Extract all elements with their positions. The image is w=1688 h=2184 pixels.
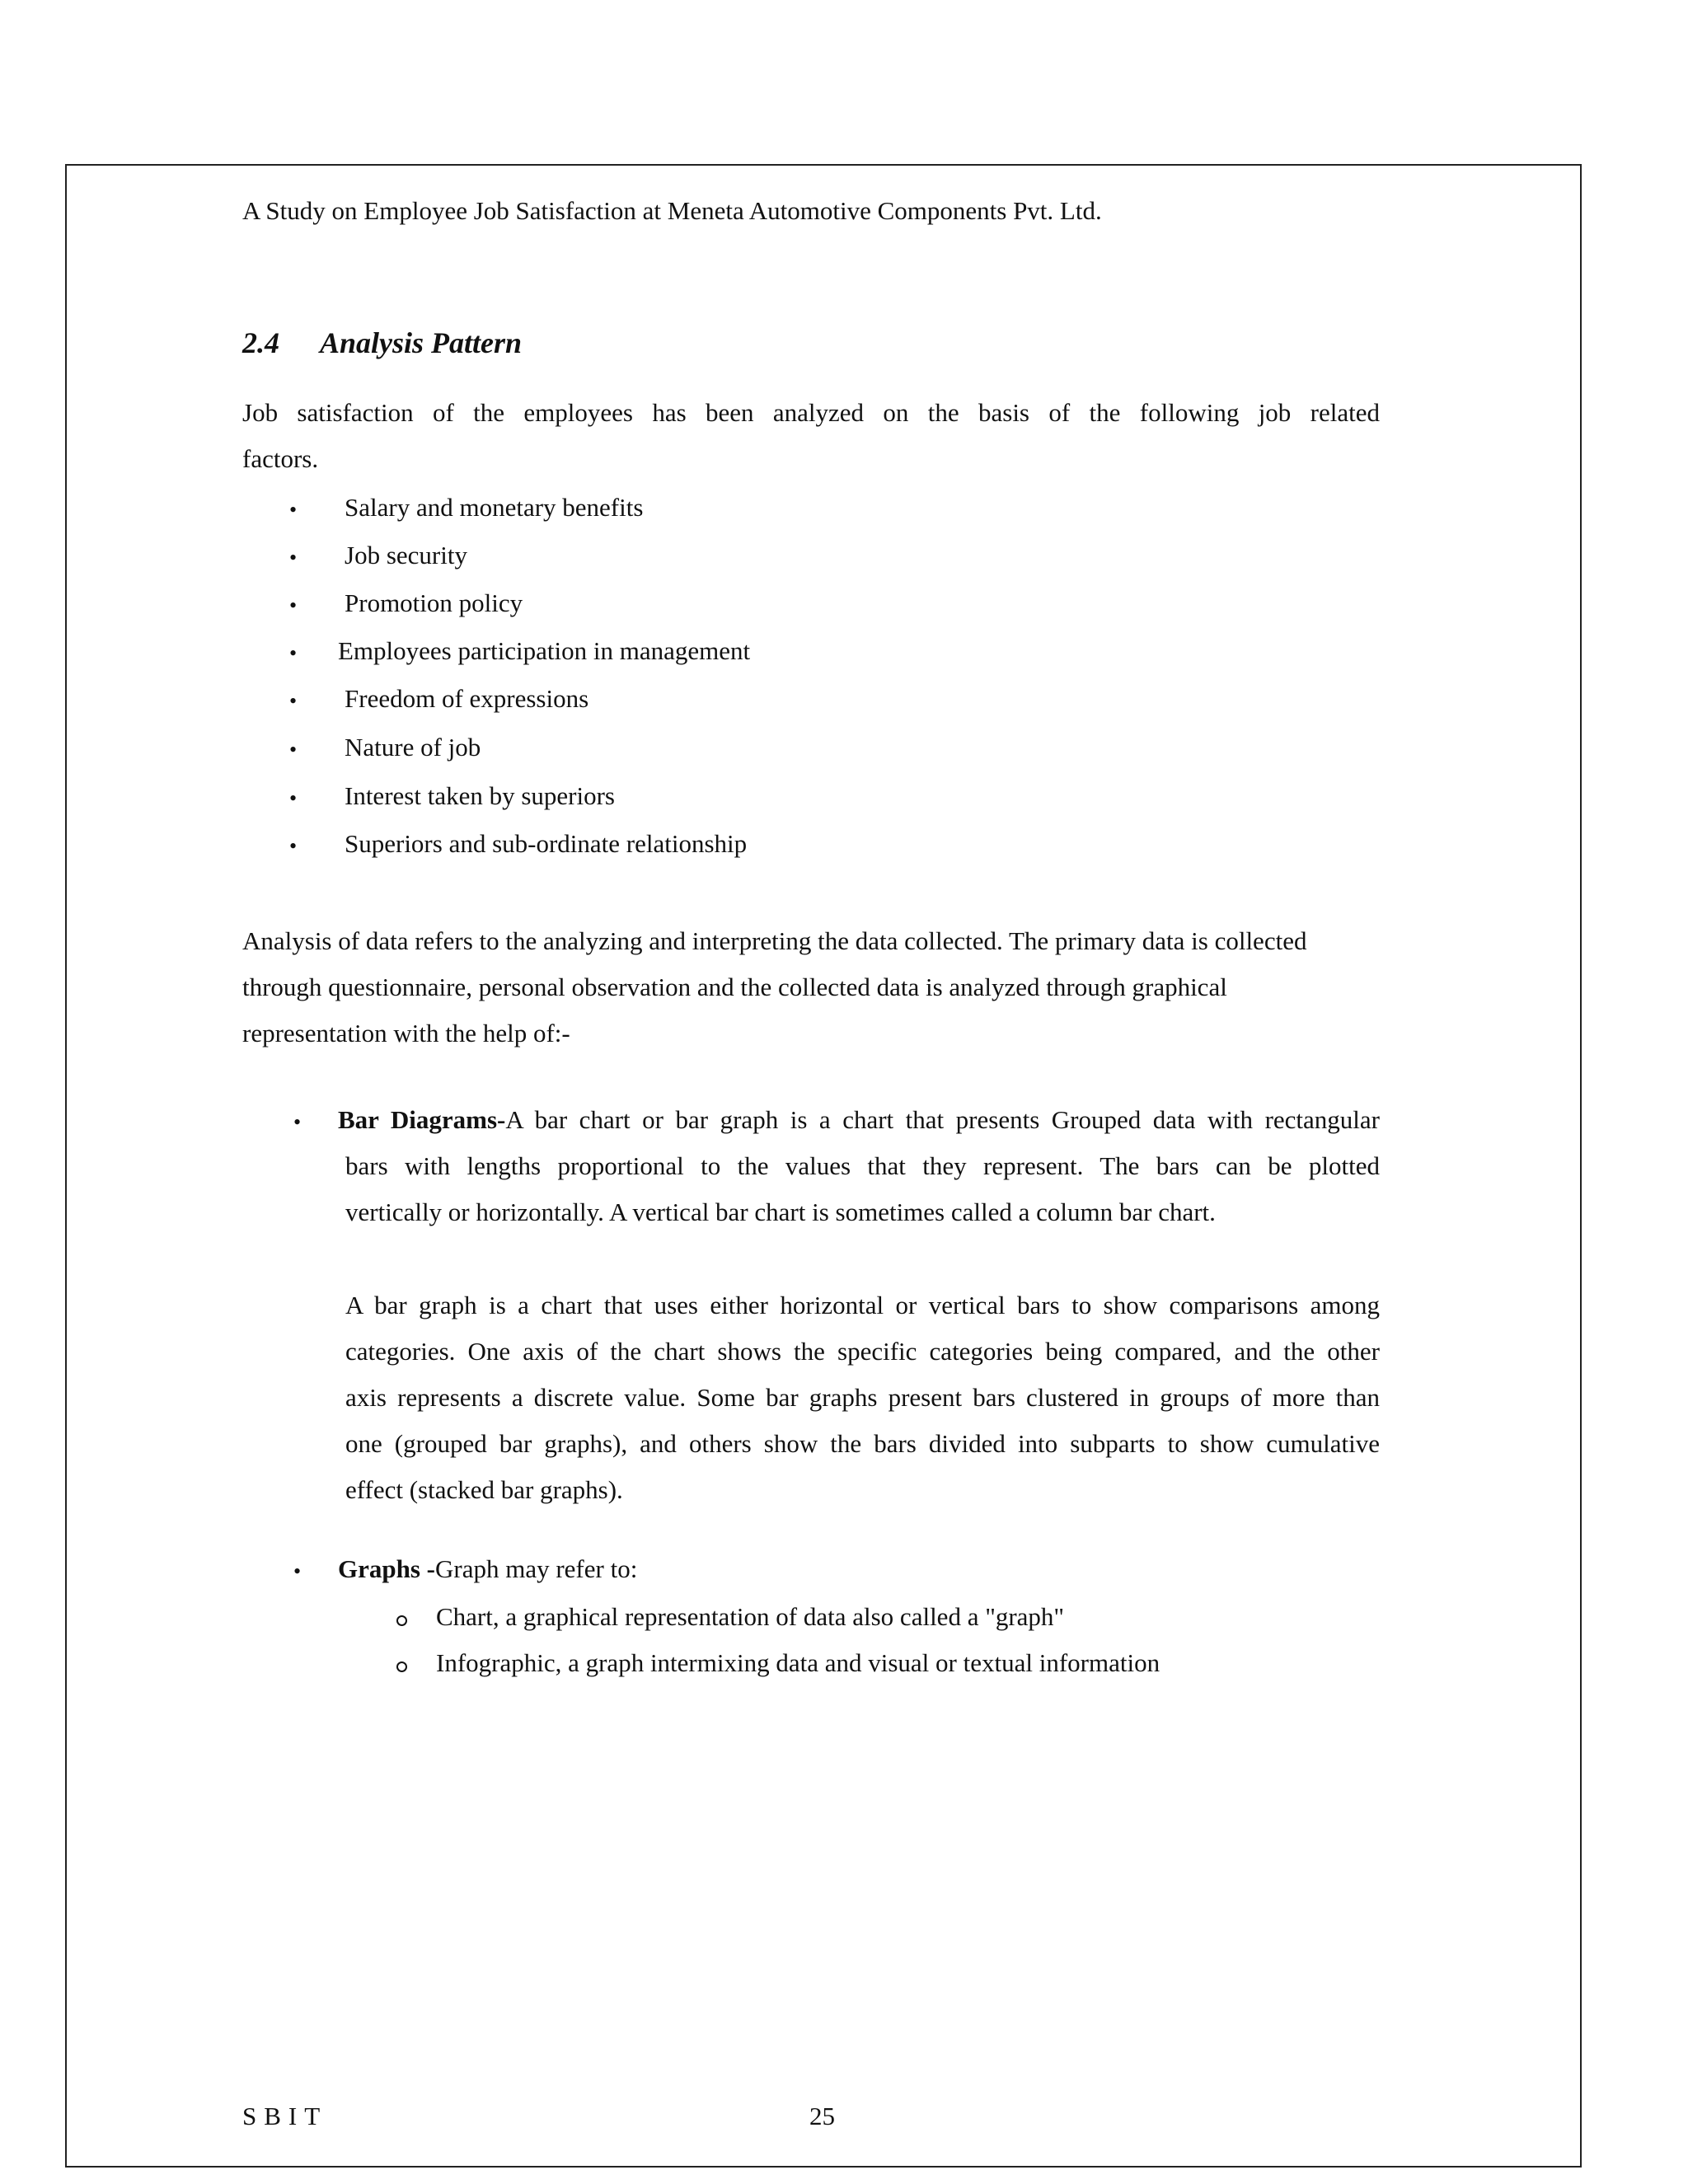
- running-header: A Study on Employee Job Satisfaction at Meneta Automotive Components Pvt. Ltd.: [242, 196, 1102, 225]
- bar-diagrams-text: A bar chart or bar graph is a chart that presents Grouped data with rectangular: [505, 1105, 1380, 1134]
- analysis-line: representation with the help of:-: [242, 1019, 570, 1047]
- intro-line: factors.: [242, 444, 319, 473]
- section-title: Analysis Pattern: [320, 326, 523, 359]
- bullet-icon: •: [289, 498, 298, 522]
- bar-graph-line: A bar graph is a chart that uses either horizontal or vertical bars to show comparisons among: [345, 1291, 1380, 1319]
- graphs-line: [338, 1556, 637, 1582]
- bar-graph-line: one (grouped bar graphs), and others show the bars divided into subparts to show cumulative: [345, 1429, 1380, 1458]
- bar-graph-line: axis represents a discrete value. Some bar graphs present bars clustered in groups of more than: [345, 1383, 1380, 1412]
- circle-bullet-icon: [396, 1661, 407, 1672]
- intro-line: Job satisfaction of the employees has been analyzed on the basis of the following job related: [242, 398, 1380, 427]
- list-item: Interest taken by superiors: [345, 781, 615, 810]
- list-item: Employees participation in management: [338, 636, 751, 665]
- list-item: Freedom of expressions: [345, 684, 589, 713]
- list-item: Superiors and sub-ordinate relationship: [345, 829, 748, 858]
- bar-graph-line: effect (stacked bar graphs).: [345, 1475, 623, 1504]
- bar-diagrams-line: bars with lengths proportional to the values that they represent. The bars can be plotted: [345, 1151, 1380, 1180]
- bullet-icon: •: [293, 1559, 302, 1583]
- section-number: 2.4: [242, 326, 279, 359]
- list-item: Promotion policy: [345, 588, 523, 617]
- list-item: Job security: [345, 541, 467, 569]
- bullet-icon: •: [289, 593, 298, 617]
- bar-graph-line: categories. One axis of the chart shows the specific categories being compared, and the other: [345, 1337, 1380, 1366]
- graphs-term: Graphs -: [338, 1554, 435, 1583]
- bullet-icon: •: [289, 786, 298, 810]
- page-number: 25: [809, 2102, 835, 2130]
- graphs-text: Graph may refer to:: [435, 1554, 638, 1583]
- list-item: Salary and monetary benefits: [345, 493, 644, 522]
- bullet-icon: •: [289, 689, 298, 713]
- graphs-sub-item: Chart, a graphical representation of data also called a "graph": [436, 1602, 1065, 1631]
- bar-diagrams-line: vertically or horizontally. A vertical bar chart is sometimes called a column bar chart.: [345, 1197, 1216, 1226]
- bullet-icon: •: [293, 1110, 302, 1134]
- bar-diagrams-term: Bar Diagrams-: [338, 1105, 506, 1134]
- circle-bullet-icon: [396, 1615, 407, 1626]
- list-item: Nature of job: [345, 733, 481, 762]
- footer-institution: SBIT: [242, 2102, 328, 2130]
- analysis-line: Analysis of data refers to the analyzing and interpreting the data collected. The primary data is collected: [242, 926, 1307, 955]
- bullet-icon: •: [289, 546, 298, 569]
- bullet-icon: •: [289, 641, 298, 665]
- bullet-icon: •: [289, 834, 298, 858]
- bullet-icon: •: [289, 738, 298, 762]
- analysis-line: through questionnaire, personal observation and the collected data is analyzed through graphical: [242, 972, 1227, 1001]
- bar-diagrams-line: [338, 1107, 1380, 1132]
- graphs-sub-item: Infographic, a graph intermixing data and visual or textual information: [436, 1648, 1160, 1677]
